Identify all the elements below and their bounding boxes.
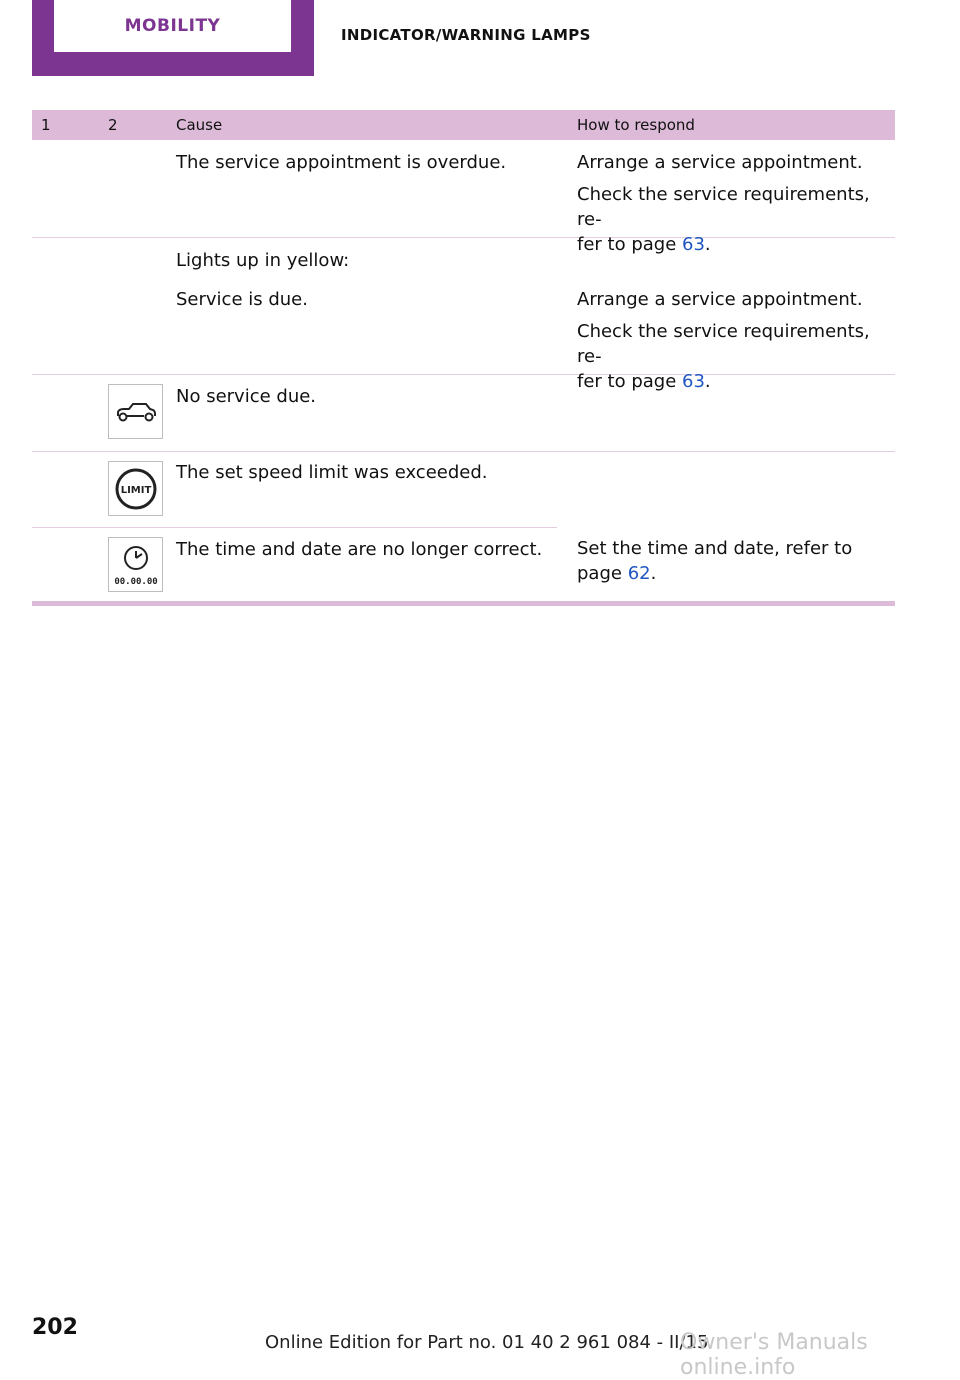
page-link[interactable]: 62 (627, 563, 651, 584)
response-text: Arrange a service appointment. (577, 289, 863, 310)
speed-limit-icon (108, 461, 163, 516)
response-text: Check the service requirements, re- fer to page 63. (577, 321, 870, 392)
svg-text:00.00.00: 00.00.00 (113, 576, 158, 587)
table-row-group (32, 452, 895, 604)
cause-text: Lights up in yellow: (176, 250, 350, 271)
cause-text: The service appointment is overdue. (176, 152, 507, 173)
response-text: Arrange a service appointment. (577, 152, 863, 173)
table-row (32, 238, 895, 392)
chapter-tab (32, 0, 314, 76)
cause-text: No service due. (176, 386, 317, 407)
response-text: Check the service requirements, re- fer to page 63. (577, 184, 870, 255)
cause-text: The time and date are no longer correct. (176, 539, 543, 560)
page-link[interactable]: 63 (682, 234, 705, 255)
page-number: 202 (32, 1315, 78, 1340)
cause-text: Service is due. (176, 289, 308, 310)
table-header (32, 110, 895, 140)
column-header-2: 2 (108, 116, 118, 134)
column-header-cause: Cause (176, 116, 223, 134)
response-text: Set the time and date, refer to page 62. (577, 538, 853, 584)
table-row (32, 140, 895, 255)
table-row (32, 375, 895, 452)
edition-footer: Online Edition for Part no. 01 40 2 961 084 - II/15 (265, 1332, 709, 1353)
section-title: INDICATOR/WARNING LAMPS (341, 26, 591, 44)
watermark: Owner's Manuals online.info (680, 1330, 868, 1380)
column-header-response: How to respond (577, 116, 695, 134)
indicator-table (32, 110, 895, 604)
clock-icon (108, 537, 163, 592)
cause-text: The set speed limit was exceeded. (176, 462, 488, 483)
chapter-tab-label: MOBILITY (54, 0, 291, 52)
car-icon (108, 384, 163, 439)
svg-text:LIMIT: LIMIT (120, 484, 151, 496)
page-link[interactable]: 63 (682, 371, 705, 392)
column-header-1: 1 (41, 116, 51, 134)
table-bottom-rule (32, 601, 895, 606)
